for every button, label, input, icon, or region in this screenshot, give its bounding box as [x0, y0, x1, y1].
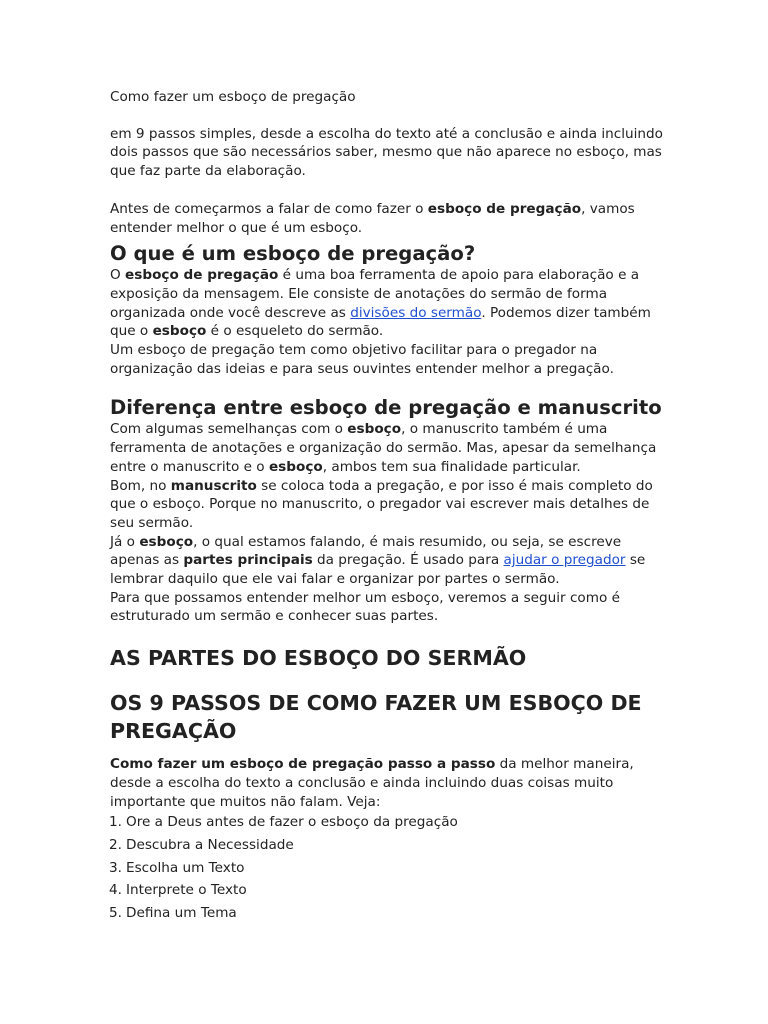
document-page [110, 88, 670, 925]
list-item-text: Interprete o Texto [126, 882, 247, 899]
list-number: 3. [109, 859, 122, 876]
text-run: O [110, 267, 126, 284]
link-divisoes-do-sermao[interactable]: divisões do sermão [350, 304, 482, 321]
list-item-text: Escolha um Texto [126, 859, 245, 876]
list-item [110, 879, 670, 902]
list-item [110, 902, 670, 925]
heading-parts: AS PARTES DO ESBOÇO DO SERMÃO [110, 646, 527, 671]
text-run: Com algumas semelhanças com o [110, 421, 348, 438]
list-number: 4. [109, 882, 122, 899]
list-item-text: Defina um Tema [126, 905, 237, 922]
text-run: se lembrar daquilo que ele vai falar e organizar por partes o sermão. [110, 552, 646, 588]
text-run: Bom, no [110, 477, 171, 494]
bold-run: partes principais [183, 552, 313, 569]
text-run: Antes de começarmos a falar de como fazer o [110, 200, 428, 217]
bold-run: Como fazer um esboço de pregação passo a passo [110, 756, 496, 773]
steps-list [110, 811, 670, 925]
list-item-text: Ore a Deus antes de fazer o esboço da pregação [126, 814, 458, 831]
list-item [110, 857, 670, 880]
bold-run: esboço de pregação [125, 267, 279, 284]
outline-paragraph [110, 533, 670, 589]
bold-run: esboço de pregação [427, 200, 582, 217]
bold-run: esboço [139, 533, 194, 550]
definition-paragraph [110, 266, 670, 341]
list-number: 2. [109, 836, 122, 853]
text-run: , vamos entender melhor o que é um esboço. [110, 200, 635, 236]
intro-paragraph: em 9 passos simples, desde a escolha do texto até a conclusão e ainda incluindo dois passos que são necessários saber, mesmo que não aparece no esboço, mas que faz parte da elaboração. [110, 125, 663, 180]
bold-run: manuscrito [170, 477, 257, 494]
list-number: 5. [109, 905, 122, 922]
bold-run: esboço [152, 323, 207, 340]
text-run: é uma boa ferramenta de apoio para elaboração e a exposição da mensagem. Ele consiste de anotações do sermão de forma organizada onde você descreve as [110, 267, 640, 321]
text-run: , ambos tem sua finalidade particular. [322, 458, 581, 475]
intro-title: Como fazer um esboço de pregação [110, 89, 356, 105]
heading-nine-steps: OS 9 PASSOS DE COMO FAZER UM ESBOÇO DE PREGAÇÃO [110, 691, 642, 744]
text-run: da melhor maneira, desde a escolha do texto a conclusão e ainda incluindo duas coisas muito importante que muitos não falam. Veja: [110, 756, 634, 810]
bold-run: esboço [268, 458, 323, 475]
list-item [110, 834, 670, 857]
text-run: , o manuscrito também é uma ferramenta de anotações e organização do sermão. Mas, apesar da semelhança entre o manuscrito e o [110, 421, 657, 475]
before-paragraph [110, 200, 670, 237]
text-run: Já o [110, 533, 140, 550]
link-ajudar-o-pregador[interactable]: ajudar o pregador [503, 552, 626, 569]
bold-run: esboço [347, 421, 402, 438]
text-run: se coloca toda a pregação, e por isso é mais completo do que o esboço. Porque no manuscrito, o pregador vai escrever mais detalhes de seu sermão. [110, 477, 653, 531]
steps-intro-paragraph [110, 755, 670, 811]
structure-paragraph: Para que possamos entender melhor um esboço, veremos a seguir como é estruturado um sermão e conhecer suas partes. [110, 589, 620, 625]
text-run: , o qual estamos falando, é mais resumido, ou seja, se escreve apenas as [110, 533, 622, 569]
objective-paragraph: Um esboço de pregação tem como objetivo facilitar para o pregador na organização das ideias e para seus ouvintes entender melhor a pregação. [110, 342, 614, 377]
list-number: 1. [109, 814, 122, 831]
text-run: da pregação. É usado para [312, 552, 504, 569]
list-item [110, 811, 670, 834]
manuscript-paragraph [110, 477, 670, 533]
text-run: . Podemos dizer também que o [110, 304, 651, 340]
text-run: é o esqueleto do sermão. [206, 323, 384, 340]
heading-what-is: O que é um esboço de pregação? [110, 242, 476, 266]
heading-difference: Diferença entre esboço de pregação e manuscrito [110, 396, 662, 420]
list-item-text: Descubra a Necessidade [126, 836, 294, 853]
similarities-paragraph [110, 420, 670, 476]
